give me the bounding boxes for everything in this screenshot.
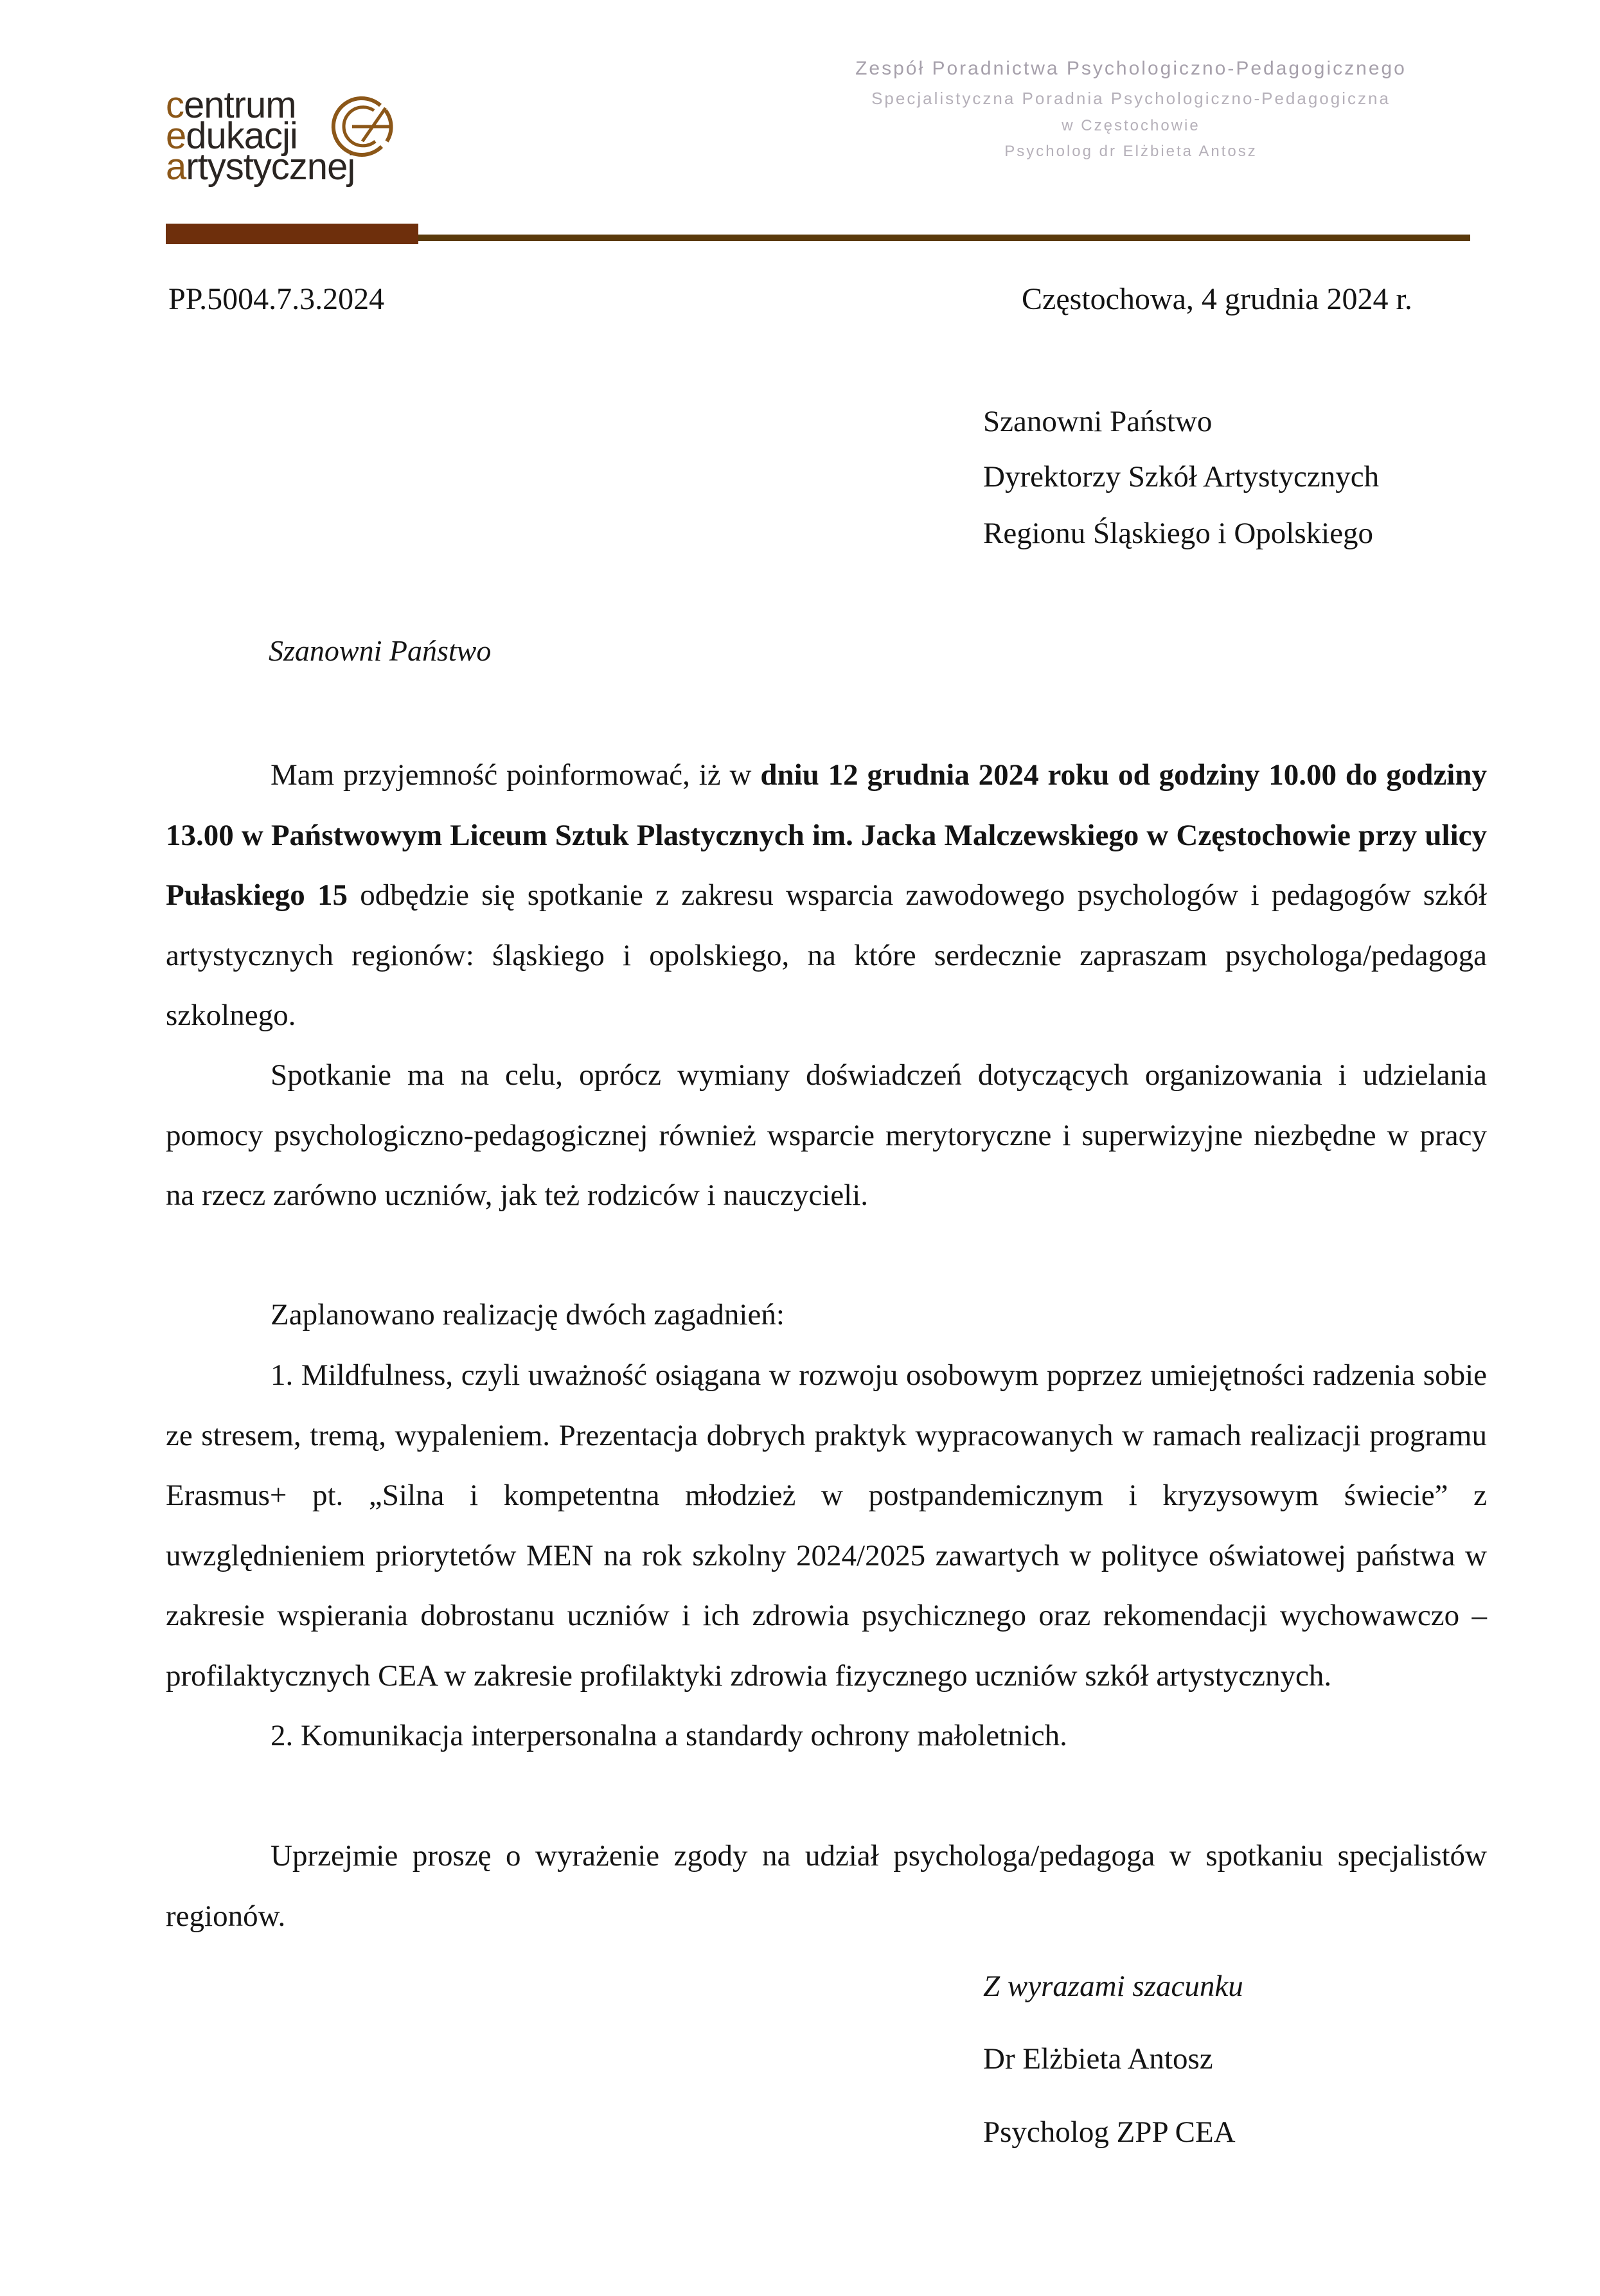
letterhead-rule [418,235,1470,241]
cea-emblem-icon [326,91,397,162]
event-details: dniu 12 grudnia 2024 roku od godziny 10.00 do godziny 13.00 w Państwowym Liceum Sztuk Plastycznych im. Jacka Malczewskiego w Częstochowie przy ulicy Pułaskiego 15 [166,758,1488,912]
topic-item-1: 1. Mildfulness, czyli uważność osiągana w rozwoju osobowym poprzez umiejętności radzenia sobie ze stresem, tremą, wypaleniem. Prezentacja dobrych praktyk wypracowanych w ramach realizacji programu Erasmus+ pt. „Silna i kompetentna młodzież w postpandemicznym i kryzysowym świecie” z uwzględnieniem priorytetów MEN na rok szkolny 2024/2025 zawartych w polityce oświatowej państwa w zakresie wspierania dobrostanu uczniów i ich zdrowia psychicznego oraz rekomendacji wychowawczo – profilaktycznych CEA w zakresie profilaktyki zdrowia fizycznego uczniów szkół artystycznych. 2. Komunikacja interpersonalna a standardy ochrony małoletnich. [166,1358,1487,1752]
addressee-line-2: Dyrektorzy Szkół Artystycznych [983,460,1380,494]
logo-line-1: centrum [166,84,296,126]
logo-line-3: artystycznej [166,146,355,188]
signatory-title: Psycholog ZPP CEA [983,2115,1236,2149]
stamp-line-1: Zespół Poradnictwa Psychologiczno-Pedagogicznego [855,58,1407,79]
addressee-line-1: Szanowni Państwo [983,405,1213,438]
stamp-line-3: w Częstochowie [1062,117,1200,134]
office-stamp [790,54,1471,165]
stamp-line-4: Psycholog dr Elżbieta Antosz [1004,143,1258,160]
stamp-line-2: Specjalistyczna Poradnia Psychologiczno-Pedagogiczna [871,89,1391,108]
cea-logo [166,84,420,218]
closing-regards: Z wyrazami szacunku [983,1970,1243,2003]
salutation: Szanowni Państwo [269,634,492,667]
place-date: Częstochowa, 4 grudnia 2024 r. [1022,282,1412,316]
reference-number: PP.5004.7.3.2024 [168,282,385,316]
paragraph-purpose: Spotkanie ma na celu, oprócz wymiany doświadczeń dotyczących organizowania i udzielania pomocy psychologiczno-pedagogicznej również wsparcie merytoryczne i superwizyjne niezbędne w pracy na rzecz zarówno uczniów, jak też rodziców i nauczycieli. [166,1058,1487,1212]
signatory-name: Dr Elżbieta Antosz [983,2042,1213,2076]
addressee-line-3: Regionu Śląskiego i Opolskiego [983,517,1374,550]
paragraph-invitation: Mam przyjemność poinformować, iż w dniu 12 grudnia 2024 roku od godziny 10.00 do godziny 13.00 w Państwowym Liceum Sztuk Plastycznych im. Jacka Malczewskiego w Częstochowie przy ulicy Pułaskiego 15 odbędzie się spotkanie z zakresu wsparcia zawodowego psychologów i pedagogów szkół artystycznych regionów: śląskiego i opolskiego, na które serdecznie zapraszam psychologa/pedagoga szkolnego. [166,758,1488,1032]
paragraph-topics-intro: Zaplanowano realizację dwóch zagadnień: [271,1298,785,1331]
paragraph-request: Uprzejmie proszę o wyrażenie zgody na udział psychologa/pedagoga w spotkaniu specjalistów regionów. [166,1839,1487,1933]
logo-line-2: edukacji [166,115,298,157]
logo-bar [166,224,418,244]
topic-item-2: 2. Komunikacja interpersonalna a standardy ochrony małoletnich. [271,1719,1067,1752]
